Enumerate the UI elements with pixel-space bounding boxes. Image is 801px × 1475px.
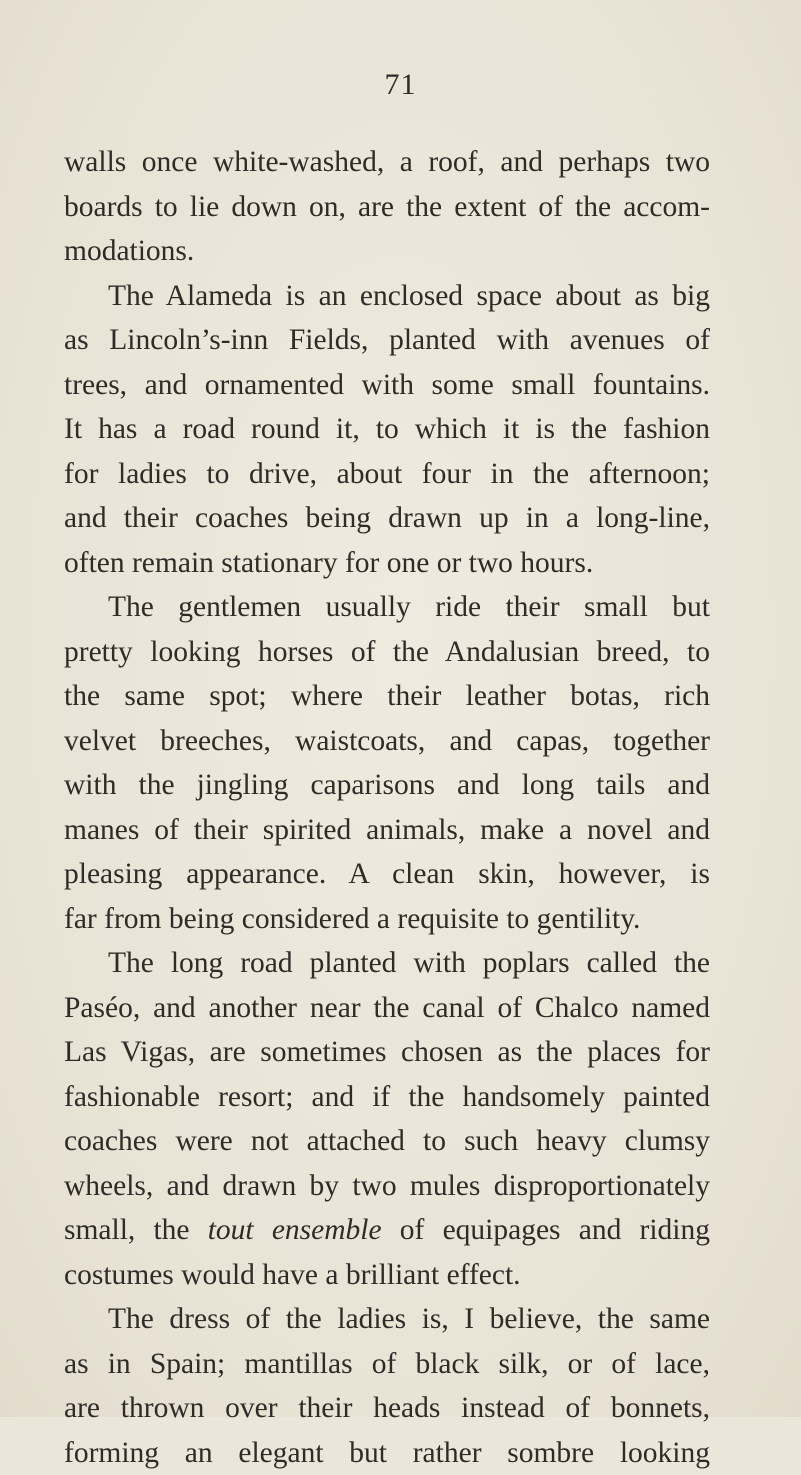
text-line bbox=[64, 1208, 710, 1253]
text-line: as Lincoln’s-inn Fields, planted with avenues of bbox=[64, 318, 710, 363]
text-line: for ladies to drive, about four in the afternoon; bbox=[64, 452, 710, 497]
text-line: and their coaches being drawn up in a long-line, bbox=[64, 496, 710, 541]
text-line: boards to lie down on, are the extent of the accom- bbox=[64, 185, 710, 230]
text-line: far from being considered a requisite to gentility. bbox=[64, 897, 710, 942]
text-line: coaches were not attached to such heavy clumsy bbox=[64, 1119, 710, 1164]
text-line: manes of their spirited animals, make a novel and bbox=[64, 808, 710, 853]
text-line: as in Spain; mantillas of black silk, or of lace, bbox=[64, 1342, 710, 1387]
text-line: often remain stationary for one or two hours. bbox=[64, 541, 710, 586]
text-line-part: small, the bbox=[64, 1214, 208, 1246]
text-line: wheels, and drawn by two mules disproportionately bbox=[64, 1164, 710, 1209]
text-line: are thrown over their heads instead of bonnets, bbox=[64, 1386, 710, 1431]
italic-phrase: tout ensemble bbox=[208, 1214, 382, 1246]
text-line: Las Vigas, are sometimes chosen as the places for bbox=[64, 1030, 710, 1075]
text-line: The dress of the ladies is, I believe, the same bbox=[64, 1297, 710, 1342]
text-line: The long road planted with poplars called the bbox=[64, 941, 710, 986]
text-line: pretty looking horses of the Andalusian breed, to bbox=[64, 630, 710, 675]
page-number: 71 bbox=[0, 70, 801, 100]
text-line: It has a road round it, to which it is the fashion bbox=[64, 407, 710, 452]
text-line: fashionable resort; and if the handsomely painted bbox=[64, 1075, 710, 1120]
text-line: The gentlemen usually ride their small but bbox=[64, 585, 710, 630]
text-line: Paséo, and another near the canal of Chalco named bbox=[64, 986, 710, 1031]
text-line: forming an elegant but rather sombre looking bbox=[64, 1431, 710, 1475]
text-line: trees, and ornamented with some small fountains. bbox=[64, 363, 710, 408]
text-line: costumes would have a brilliant effect. bbox=[64, 1253, 710, 1298]
text-line: the same spot; where their leather botas, rich bbox=[64, 674, 710, 719]
text-line: velvet breeches, waistcoats, and capas, together bbox=[64, 719, 710, 764]
text-line: with the jingling caparisons and long tails and bbox=[64, 763, 710, 808]
body-text bbox=[64, 140, 710, 1475]
text-line: walls once white-washed, a roof, and perhaps two bbox=[64, 140, 710, 185]
text-line: pleasing appearance. A clean skin, however, is bbox=[64, 852, 710, 897]
text-line: modations. bbox=[64, 229, 710, 274]
text-line-part: of equipages and riding bbox=[382, 1214, 710, 1246]
text-line: The Alameda is an enclosed space about as big bbox=[64, 274, 710, 319]
